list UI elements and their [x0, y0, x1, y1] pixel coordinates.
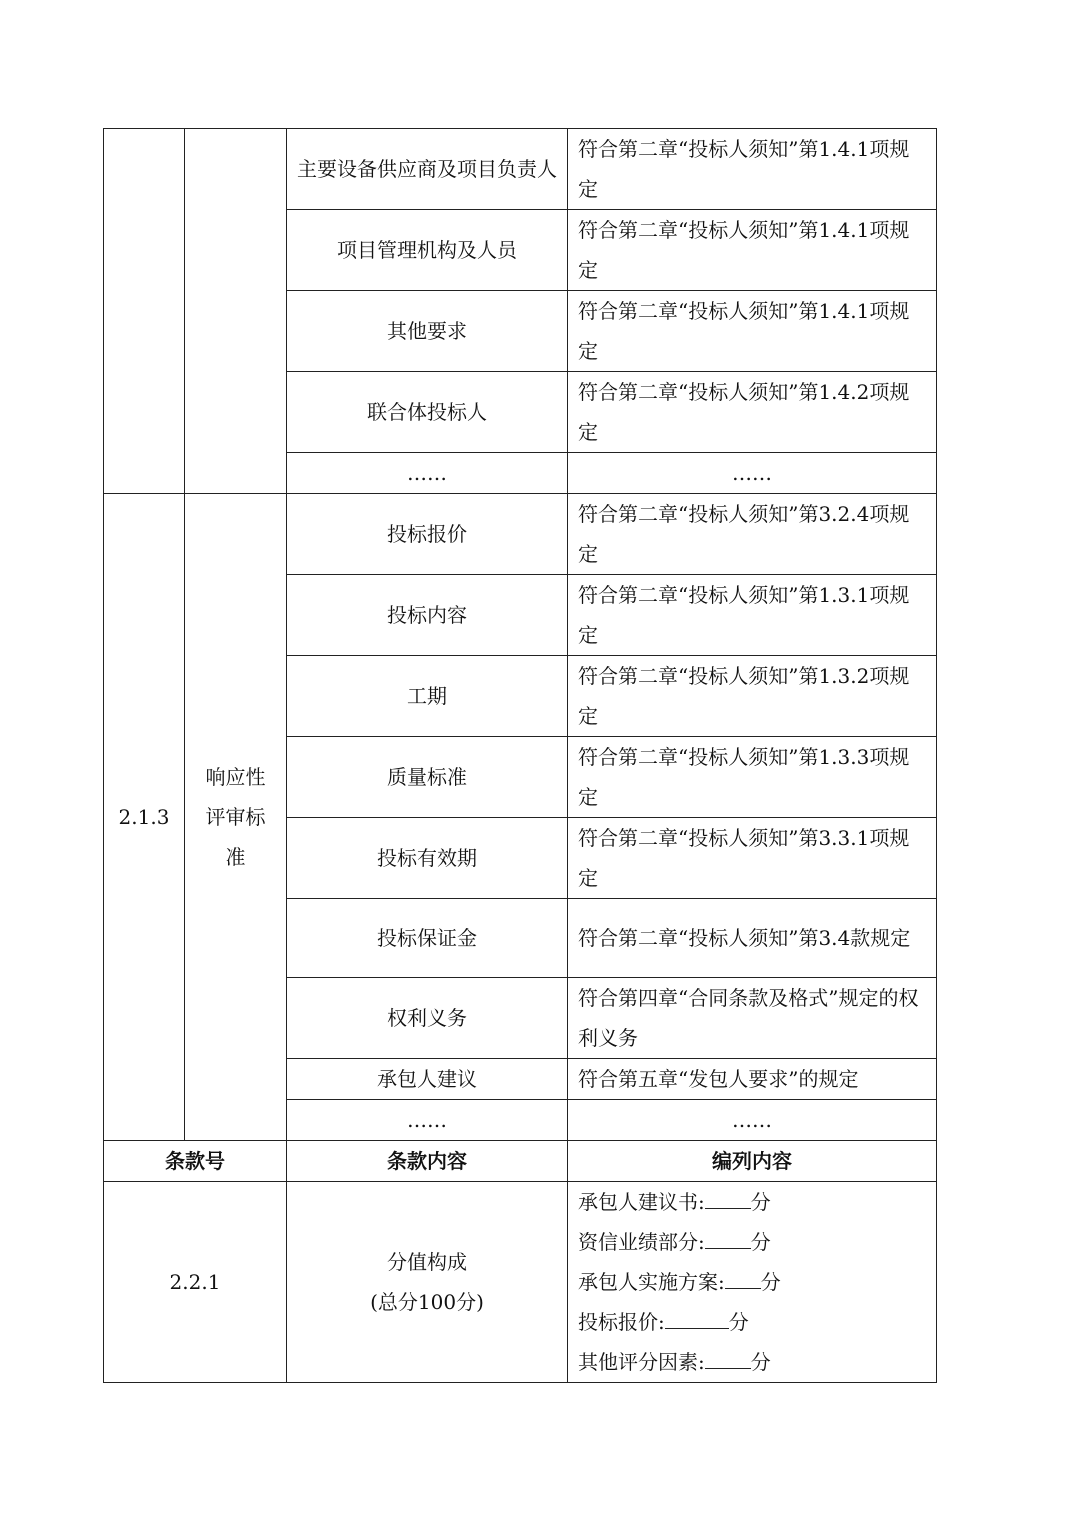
review-item-ellipsis: …… — [287, 1100, 568, 1141]
review-standard: 符合第二章“投标人须知”第1.4.1项规定 — [568, 129, 937, 210]
review-item: 投标内容 — [287, 575, 568, 656]
score-blank-field — [725, 1262, 761, 1289]
table-row — [104, 1182, 937, 1383]
review-standard: 符合第二章“投标人须知”第1.4.1项规定 — [568, 210, 937, 291]
clause-number-cell-empty — [104, 129, 185, 494]
review-item: 质量标准 — [287, 737, 568, 818]
review-item: 主要设备供应商及项目负责人 — [287, 129, 568, 210]
review-item-ellipsis: …… — [287, 453, 568, 494]
review-item: 其他要求 — [287, 291, 568, 372]
clause-name-cell-empty — [185, 129, 287, 494]
score-blank-field — [665, 1302, 729, 1329]
review-standard: 符合第二章“投标人须知”第1.4.2项规定 — [568, 372, 937, 453]
table-row — [104, 129, 937, 210]
score-composition-title: 分值构成 — [387, 1250, 467, 1274]
review-item: 工期 — [287, 656, 568, 737]
review-standard: 符合第二章“投标人须知”第3.4款规定 — [568, 899, 937, 978]
review-item: 投标保证金 — [287, 899, 568, 978]
table-header-row — [104, 1141, 937, 1182]
review-item: 项目管理机构及人员 — [287, 210, 568, 291]
review-item: 权利义务 — [287, 978, 568, 1059]
score-composition — [287, 1182, 568, 1383]
table-row — [104, 494, 937, 575]
review-item: 投标有效期 — [287, 818, 568, 899]
review-standard: 符合第二章“投标人须知”第1.3.3项规定 — [568, 737, 937, 818]
score-blank-field — [705, 1182, 751, 1209]
evaluation-criteria-table — [103, 128, 937, 1383]
header-clause-content: 条款内容 — [287, 1141, 568, 1182]
header-clause-number: 条款号 — [104, 1141, 287, 1182]
score-line: 其他评分因素: 分 — [578, 1342, 926, 1382]
score-line: 承包人实施方案: 分 — [578, 1262, 926, 1302]
score-line: 投标报价: 分 — [578, 1302, 926, 1342]
review-standard: 符合第二章“投标人须知”第1.3.2项规定 — [568, 656, 937, 737]
review-standard: 符合第五章“发包人要求”的规定 — [568, 1059, 937, 1100]
review-standard-ellipsis: …… — [568, 1100, 937, 1141]
clause-number: 2.2.1 — [104, 1182, 287, 1383]
review-item: 联合体投标人 — [287, 372, 568, 453]
review-item: 投标报价 — [287, 494, 568, 575]
score-total: (总分100分) — [370, 1290, 484, 1314]
score-line: 资信业绩部分: 分 — [578, 1222, 926, 1262]
clause-name: 响应性评审标准 — [185, 494, 287, 1141]
score-line: 承包人建议书: 分 — [578, 1182, 926, 1222]
review-standard: 符合第二章“投标人须知”第1.3.1项规定 — [568, 575, 937, 656]
review-standard: 符合第四章“合同条款及格式”规定的权利义务 — [568, 978, 937, 1059]
clause-number: 2.1.3 — [104, 494, 185, 1141]
score-breakdown — [568, 1182, 937, 1383]
score-blank-field — [705, 1342, 751, 1369]
review-standard: 符合第二章“投标人须知”第3.2.4项规定 — [568, 494, 937, 575]
review-standard-ellipsis: …… — [568, 453, 937, 494]
score-blank-field — [705, 1222, 751, 1249]
review-item: 承包人建议 — [287, 1059, 568, 1100]
header-listed-content: 编列内容 — [568, 1141, 937, 1182]
review-standard: 符合第二章“投标人须知”第3.3.1项规定 — [568, 818, 937, 899]
review-standard: 符合第二章“投标人须知”第1.4.1项规定 — [568, 291, 937, 372]
